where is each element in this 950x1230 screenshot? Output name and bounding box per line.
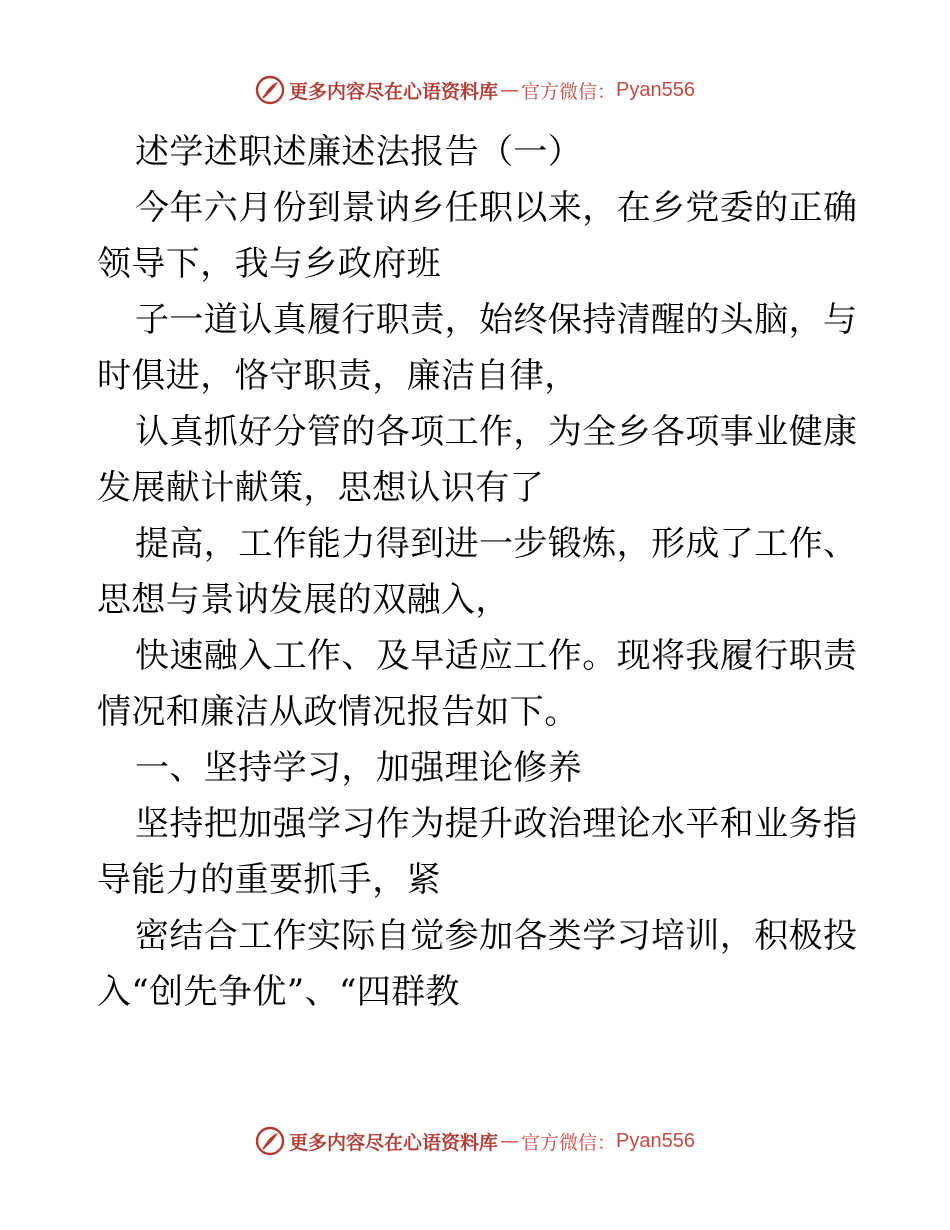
paragraph-line: 子一道认真履行职责，始终保持清醒的头脑，与 <box>135 300 858 340</box>
wechat-id: Pyan556 <box>616 1129 695 1152</box>
paragraph-line: 发展献计献策，思想认识有了 <box>97 468 545 508</box>
header-banner <box>0 70 950 110</box>
paragraph-line: 坚持把加强学习作为提升政治理论水平和业务指 <box>135 804 858 844</box>
paragraph-line: 密结合工作实际自觉参加各类学习培训，积极投 <box>135 916 858 956</box>
separator: — <box>500 1130 520 1152</box>
paragraph-line: 提高，工作能力得到进一步锻炼，形成了工作、 <box>135 524 858 564</box>
wechat-label: 官方微信： <box>521 1131 617 1154</box>
paragraph-line: 认真抓好分管的各项工作，为全乡各项事业健康 <box>135 412 858 452</box>
document-title: 述学述职述廉述法报告（一） <box>135 132 583 172</box>
section-heading: 一、坚持学习，加强理论修养 <box>135 748 583 788</box>
wechat-id: Pyan556 <box>616 78 695 101</box>
paragraph-line: 情况和廉洁从政情况报告如下。 <box>97 692 579 732</box>
paragraph-line: 入“创先争优”、“四群教 <box>97 972 460 1012</box>
red-quill-logo-icon <box>255 1126 285 1156</box>
promo-text: 更多内容尽在心语资料库 <box>289 80 499 103</box>
paragraph-line: 今年六月份到景讷乡任职以来，在乡党委的正确 <box>135 188 858 228</box>
red-quill-logo-icon <box>255 75 285 105</box>
paragraph-line: 思想与景讷发展的双融入， <box>97 580 510 620</box>
paragraph-line: 快速融入工作、及早适应工作。现将我履行职责 <box>135 636 858 676</box>
footer-banner <box>0 1121 950 1161</box>
paragraph-line: 领导下，我与乡政府班 <box>97 244 441 284</box>
document-body <box>97 124 857 1020</box>
separator: — <box>500 79 520 101</box>
promo-text: 更多内容尽在心语资料库 <box>289 1131 499 1154</box>
wechat-label: 官方微信： <box>521 80 617 103</box>
paragraph-line: 时俱进，恪守职责，廉洁自律， <box>97 356 579 396</box>
paragraph-line: 导能力的重要抓手，紧 <box>97 860 441 900</box>
